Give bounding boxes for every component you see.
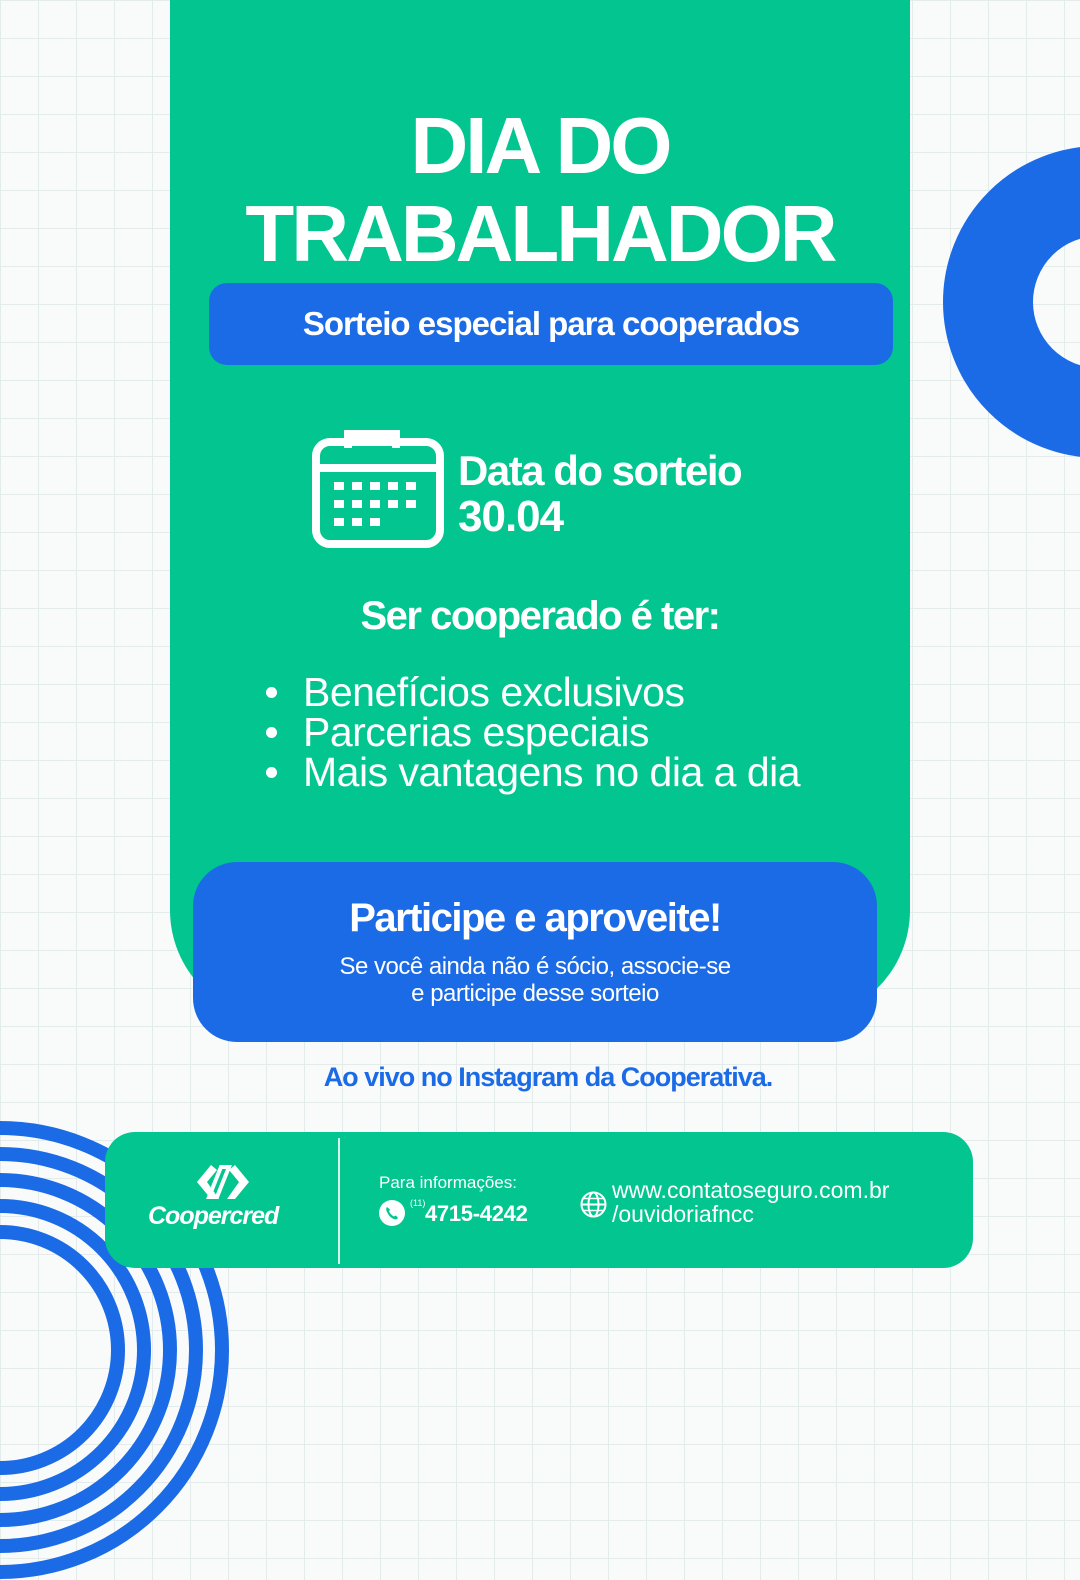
benefit-list [262,669,801,795]
cta-box [193,862,877,1042]
benefit-text: Benefícios exclusivos [303,669,685,715]
list-item [262,749,801,795]
website-link-line-1[interactable]: www.contatoseguro.com.br [612,1177,890,1203]
draw-date-value: 30.04 [458,492,564,541]
phone-number[interactable]: 4715-4242 [425,1201,528,1226]
cta-text-line-2: e participe desse sorteio [411,980,659,1007]
list-item [262,669,800,715]
footer-divider [338,1138,340,1264]
phone-icon [379,1200,405,1226]
bullet-icon [266,727,277,738]
info-label: Para informações: [379,1173,517,1192]
page-title-line-1: DIA DO [410,101,670,190]
website-link-line-2[interactable]: /ouvidoriafncc [612,1201,754,1227]
benefits-heading: Ser cooperado é ter: [360,594,720,638]
list-item [262,709,800,755]
draw-date-label: Data do sorteio [458,447,742,494]
benefit-text: Mais vantagens no dia a dia [303,749,801,795]
calendar-icon [312,426,444,548]
cta-title: Participe e aproveite! [349,896,721,940]
page-title-line-2: TRABALHADOR [245,189,835,278]
decorative-ring [943,146,1080,458]
globe-icon [580,1191,607,1218]
live-note: Ao vivo no Instagram da Cooperativa. [323,1062,773,1092]
logo-text: Coopercred [148,1202,279,1230]
coopercred-logo-icon [193,1161,253,1203]
phone-area-code: (11) [410,1198,426,1208]
benefit-text: Parcerias especiais [303,709,649,755]
bullet-icon [266,767,277,778]
subtitle-banner: Sorteio especial para cooperados [209,283,893,365]
cta-text-line-1: Se você ainda não é sócio, associe-se [339,953,731,980]
bullet-icon [266,687,277,698]
